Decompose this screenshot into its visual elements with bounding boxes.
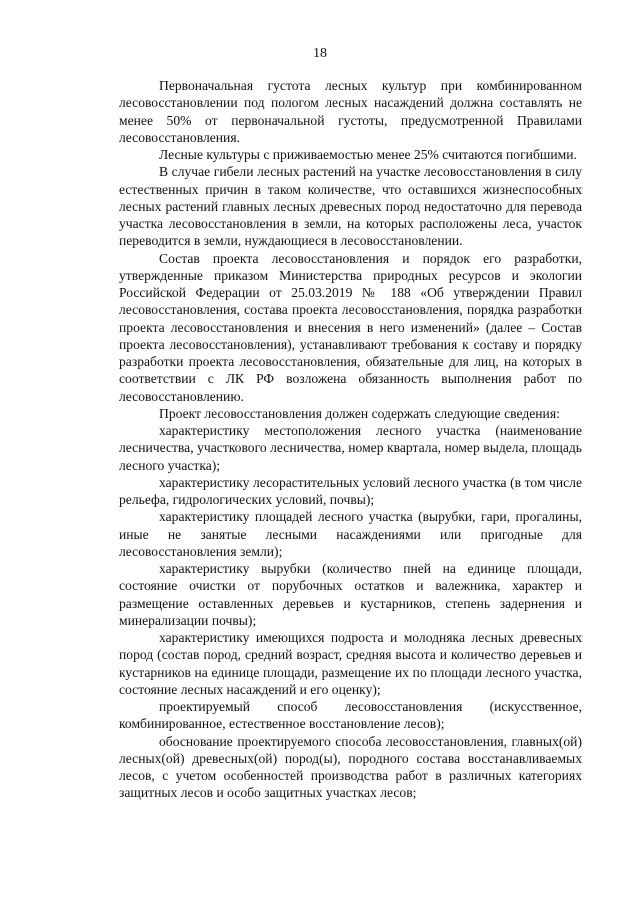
list-item: характеристику лесорастительных условий лесного участка (в том числе рельефа, гидрологических условий, почвы); (119, 474, 582, 507)
list-item: характеристику местоположения лесного участка (наименование лесничества, участкового лесничества, номер квартала, номер выдела, площадь лесного участка); (119, 423, 582, 473)
list-item: характеристику вырубки (количество пней на единице площади, состояние очистки от порубочных остатков и валежника, характер и размещение оставленных деревьев и кустарников, степень задернения и минерализации почвы); (119, 561, 582, 628)
list-item: проектируемый способ лесовосстановления (искусственное, комбинированное, естественное восстановление лесов); (119, 699, 582, 732)
page-number: 18 (313, 46, 327, 61)
paragraph: Лесные культуры с приживаемостью менее 25% считаются погибшими. (159, 147, 577, 162)
paragraph: Состав проекта лесовосстановления и порядок его разработки, утвержденные приказом Министерства природных ресурсов и экологии Российской Федерации от 25.03.2019 № 188 «Об утверждении Правил лесовосстановления, состава проекта лесовосстановления, порядка разработки проекта лесовосстановления и внесения в него изменений» (далее – Состав проекта лесовосстановления), устанавливают требования к составу и порядку разработки проекта лесовосстановления, обязательные для лиц, на которых в соответствии с ЛК РФ возложена обязанность выполнения работ по лесовосстановлению. (119, 250, 582, 404)
paragraph: Первоначальная густота лесных культур при комбинированном лесовосстановлении под пологом лесных насаждений должна составлять не менее 50% от первоначальной густоты, предусмотренной Правилами лесовосстановления. (119, 78, 582, 145)
paragraph: Проект лесовосстановления должен содержать следующие сведения: (159, 405, 560, 421)
list-item: характеристику имеющихся подроста и молодняка лесных древесных пород (состав пород, средний возраст, средняя высота и количество деревьев и кустарников на единице площади, размещение их по площади лесного участка, состояние лесных насаждений и его оценку); (119, 630, 582, 697)
list-item: обоснование проектируемого способа лесовосстановления, главных(ой) лесных(ой) древесных(ой) пород(ы), породного состава восстанавливаемых лесов, с учетом особенностей производства работ в различных категориях защитных лесов и особо защитных участках лесов; (119, 733, 582, 801)
paragraph: В случае гибели лесных растений на участке лесовосстановления в силу естественных причин в таком количестве, что оставшихся жизнеспособных лесных растений главных лесных древесных пород недостаточно для перевода участка лесовосстановления в земли, на которых расположены леса, участок переводится в земли, нуждающиеся в лесовосстановлении. (119, 164, 582, 249)
document-body (119, 77, 582, 802)
list-item: характеристику площадей лесного участка (вырубки, гари, прогалины, иные не занятые лесными насаждениями или пригодные для лесовосстановления земли); (119, 509, 582, 559)
